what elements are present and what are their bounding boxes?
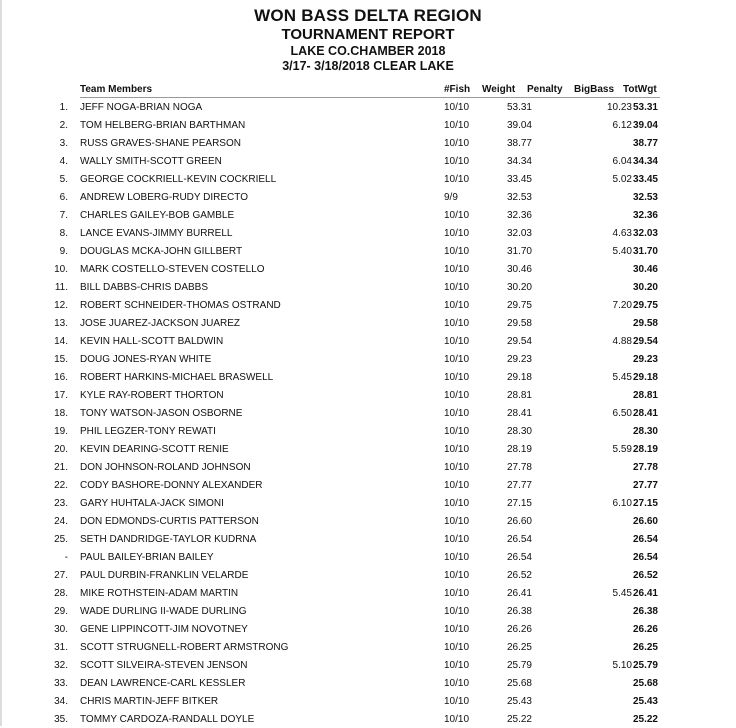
- bigbass-cell: 6.04: [612, 156, 632, 167]
- column-header-total: TotWgt: [623, 84, 657, 95]
- weight-cell: 27.77: [506, 480, 532, 491]
- total-weight-cell: 25.68: [632, 678, 658, 689]
- rank-cell: 18.: [54, 408, 68, 419]
- weight-cell: 29.58: [506, 318, 532, 329]
- weight-cell: 26.54: [506, 534, 532, 545]
- fish-count-cell: 10/10: [444, 624, 470, 635]
- team-cell: DOUGLAS MCKA-JOHN GILLBERT: [80, 246, 243, 257]
- total-weight-cell: 28.30: [632, 426, 658, 437]
- weight-cell: 25.79: [506, 660, 532, 671]
- rank-cell: 13.: [54, 318, 68, 329]
- rank-cell: 2.: [59, 120, 68, 131]
- weight-cell: 26.41: [506, 588, 532, 599]
- table-row: [0, 152, 736, 170]
- rank-cell: 4.: [59, 156, 68, 167]
- weight-cell: 26.54: [506, 552, 532, 563]
- total-weight-cell: 33.45: [632, 174, 658, 185]
- total-weight-cell: 32.36: [632, 210, 658, 221]
- team-cell: PAUL BAILEY-BRIAN BAILEY: [80, 552, 214, 563]
- table-row: [0, 98, 736, 116]
- weight-cell: 38.77: [506, 138, 532, 149]
- weight-cell: 32.53: [506, 192, 532, 203]
- rank-cell: 34.: [54, 696, 68, 707]
- report-subtitle: TOURNAMENT REPORT: [281, 26, 455, 43]
- weight-cell: 26.52: [506, 570, 532, 581]
- table-row: [0, 116, 736, 134]
- total-weight-cell: 39.04: [632, 120, 658, 131]
- weight-cell: 30.46: [506, 264, 532, 275]
- team-cell: RUSS GRAVES-SHANE PEARSON: [80, 138, 241, 149]
- table-row: [0, 188, 736, 206]
- weight-cell: 27.78: [506, 462, 532, 473]
- weight-cell: 27.15: [506, 498, 532, 509]
- total-weight-cell: 32.03: [632, 228, 658, 239]
- event-dates: 3/17- 3/18/2018 CLEAR LAKE: [282, 59, 454, 73]
- rank-cell: 3.: [59, 138, 68, 149]
- rank-cell: 27.: [54, 570, 68, 581]
- table-row: [0, 224, 736, 242]
- team-cell: DON EDMONDS-CURTIS PATTERSON: [80, 516, 259, 527]
- fish-count-cell: 10/10: [444, 156, 470, 167]
- rank-cell: 15.: [54, 354, 68, 365]
- rank-cell: 24.: [54, 516, 68, 527]
- fish-count-cell: 10/10: [444, 408, 470, 419]
- total-weight-cell: 26.38: [632, 606, 658, 617]
- total-weight-cell: 29.58: [632, 318, 658, 329]
- total-weight-cell: 29.54: [632, 336, 658, 347]
- fish-count-cell: 10/10: [444, 228, 470, 239]
- rank-cell: 9.: [59, 246, 68, 257]
- column-header-fish: #Fish: [444, 84, 471, 95]
- weight-cell: 29.23: [506, 354, 532, 365]
- bigbass-cell: 5.40: [612, 246, 632, 257]
- fish-count-cell: 10/10: [444, 246, 470, 257]
- table-row: [0, 584, 736, 602]
- weight-cell: 28.41: [506, 408, 532, 419]
- weight-cell: 28.30: [506, 426, 532, 437]
- fish-count-cell: 10/10: [444, 534, 470, 545]
- fish-count-cell: 10/10: [444, 552, 470, 563]
- total-weight-cell: 31.70: [632, 246, 658, 257]
- table-row: [0, 260, 736, 278]
- fish-count-cell: 10/10: [444, 444, 470, 455]
- rank-cell: 6.: [59, 192, 68, 203]
- fish-count-cell: 10/10: [444, 696, 470, 707]
- total-weight-cell: 26.54: [632, 552, 658, 563]
- rank-cell: 31.: [54, 642, 68, 653]
- weight-cell: 33.45: [506, 174, 532, 185]
- weight-cell: 29.54: [506, 336, 532, 347]
- rank-cell: 21.: [54, 462, 68, 473]
- team-cell: PAUL DURBIN-FRANKLIN VELARDE: [80, 570, 249, 581]
- team-cell: GENE LIPPINCOTT-JIM NOVOTNEY: [80, 624, 248, 635]
- total-weight-cell: 29.75: [632, 300, 658, 311]
- table-row: [0, 674, 736, 692]
- total-weight-cell: 27.78: [632, 462, 658, 473]
- team-cell: DEAN LAWRENCE-CARL KESSLER: [80, 678, 246, 689]
- bigbass-cell: 5.10: [612, 660, 632, 671]
- table-row: [0, 710, 736, 728]
- rank-cell: 22.: [54, 480, 68, 491]
- weight-cell: 28.19: [506, 444, 532, 455]
- table-row: [0, 440, 736, 458]
- table-row: [0, 494, 736, 512]
- total-weight-cell: 26.54: [632, 534, 658, 545]
- team-cell: SCOTT SILVEIRA-STEVEN JENSON: [80, 660, 248, 671]
- table-row: [0, 170, 736, 188]
- fish-count-cell: 10/10: [444, 354, 470, 365]
- team-cell: ROBERT HARKINS-MICHAEL BRASWELL: [80, 372, 274, 383]
- rank-cell: 32.: [54, 660, 68, 671]
- team-cell: TOMMY CARDOZA-RANDALL DOYLE: [80, 714, 255, 725]
- rank-cell: 19.: [54, 426, 68, 437]
- total-weight-cell: 38.77: [632, 138, 658, 149]
- fish-count-cell: 10/10: [444, 174, 470, 185]
- weight-cell: 26.38: [506, 606, 532, 617]
- total-weight-cell: 26.60: [632, 516, 658, 527]
- rank-cell: 16.: [54, 372, 68, 383]
- table-row: [0, 386, 736, 404]
- rank-cell: 20.: [54, 444, 68, 455]
- fish-count-cell: 10/10: [444, 642, 470, 653]
- total-weight-cell: 26.52: [632, 570, 658, 581]
- weight-cell: 26.60: [506, 516, 532, 527]
- total-weight-cell: 27.77: [632, 480, 658, 491]
- table-row: [0, 368, 736, 386]
- fish-count-cell: 9/9: [444, 192, 458, 203]
- event-name: LAKE CO.CHAMBER 2018: [290, 44, 446, 58]
- fish-count-cell: 10/10: [444, 336, 470, 347]
- table-row: [0, 638, 736, 656]
- bigbass-cell: 6.50: [612, 408, 632, 419]
- table-row: [0, 692, 736, 710]
- team-cell: CHRIS MARTIN-JEFF BITKER: [80, 696, 219, 707]
- team-cell: TONY WATSON-JASON OSBORNE: [80, 408, 243, 419]
- rank-cell: 14.: [54, 336, 68, 347]
- rank-cell: 29.: [54, 606, 68, 617]
- total-weight-cell: 30.46: [632, 264, 658, 275]
- fish-count-cell: 10/10: [444, 570, 470, 581]
- total-weight-cell: 29.23: [632, 354, 658, 365]
- team-cell: KEVIN DEARING-SCOTT RENIE: [80, 444, 229, 455]
- fish-count-cell: 10/10: [444, 318, 470, 329]
- team-cell: CHARLES GAILEY-BOB GAMBLE: [80, 210, 235, 221]
- team-cell: MIKE ROTHSTEIN-ADAM MARTIN: [80, 588, 239, 599]
- weight-cell: 29.18: [506, 372, 532, 383]
- rank-cell: 10.: [54, 264, 68, 275]
- fish-count-cell: 10/10: [444, 714, 470, 725]
- total-weight-cell: 26.26: [632, 624, 658, 635]
- team-cell: TOM HELBERG-BRIAN BARTHMAN: [80, 120, 246, 131]
- weight-cell: 29.75: [506, 300, 532, 311]
- fish-count-cell: 10/10: [444, 372, 470, 383]
- column-header-weight: Weight: [482, 84, 516, 95]
- team-cell: DOUG JONES-RYAN WHITE: [80, 354, 212, 365]
- results-table: [0, 98, 736, 728]
- column-header-penalty: Penalty: [527, 84, 563, 95]
- table-row: [0, 242, 736, 260]
- rank-cell: 33.: [54, 678, 68, 689]
- rank-cell: 12.: [54, 300, 68, 311]
- team-cell: SCOTT STRUGNELL-ROBERT ARMSTRONG: [80, 642, 289, 653]
- team-cell: PHIL LEGZER-TONY REWATI: [80, 426, 216, 437]
- total-weight-cell: 25.43: [632, 696, 658, 707]
- table-row: [0, 314, 736, 332]
- total-weight-cell: 26.25: [632, 642, 658, 653]
- rank-cell: 23.: [54, 498, 68, 509]
- team-cell: CODY BASHORE-DONNY ALEXANDER: [80, 480, 263, 491]
- fish-count-cell: 10/10: [444, 426, 470, 437]
- total-weight-cell: 25.79: [632, 660, 658, 671]
- table-row: [0, 458, 736, 476]
- report-title: WON BASS DELTA REGION: [254, 6, 482, 25]
- team-cell: GARY HUHTALA-JACK SIMONI: [80, 498, 224, 509]
- table-row: [0, 620, 736, 638]
- weight-cell: 25.22: [506, 714, 532, 725]
- bigbass-cell: 7.20: [612, 300, 632, 311]
- team-cell: BILL DABBS-CHRIS DABBS: [80, 282, 209, 293]
- team-cell: DON JOHNSON-ROLAND JOHNSON: [80, 462, 251, 473]
- table-row: [0, 530, 736, 548]
- rank-cell: 30.: [54, 624, 68, 635]
- team-cell: KYLE RAY-ROBERT THORTON: [80, 390, 224, 401]
- table-row: [0, 296, 736, 314]
- weight-cell: 28.81: [506, 390, 532, 401]
- table-row: [0, 350, 736, 368]
- team-cell: LANCE EVANS-JIMMY BURRELL: [80, 228, 233, 239]
- fish-count-cell: 10/10: [444, 282, 470, 293]
- fish-count-cell: 10/10: [444, 516, 470, 527]
- bigbass-cell: 5.59: [612, 444, 632, 455]
- fish-count-cell: 10/10: [444, 264, 470, 275]
- bigbass-cell: 4.88: [612, 336, 632, 347]
- team-cell: MARK COSTELLO-STEVEN COSTELLO: [80, 264, 265, 275]
- bigbass-cell: 6.10: [612, 498, 632, 509]
- fish-count-cell: 10/10: [444, 660, 470, 671]
- total-weight-cell: 27.15: [632, 498, 658, 509]
- table-row: [0, 206, 736, 224]
- fish-count-cell: 10/10: [444, 480, 470, 491]
- rank-cell: 1.: [59, 102, 68, 113]
- rank-cell: 8.: [59, 228, 68, 239]
- column-header-bigbass: BigBass: [574, 84, 615, 95]
- team-cell: ROBERT SCHNEIDER-THOMAS OSTRAND: [80, 300, 281, 311]
- total-weight-cell: 26.41: [632, 588, 658, 599]
- total-weight-cell: 25.22: [632, 714, 658, 725]
- weight-cell: 25.68: [506, 678, 532, 689]
- table-row: [0, 476, 736, 494]
- report-header: [0, 6, 736, 74]
- table-row: [0, 566, 736, 584]
- table-row: [0, 548, 736, 566]
- table-row: [0, 404, 736, 422]
- total-weight-cell: 28.19: [632, 444, 658, 455]
- bigbass-cell: 10.23: [606, 102, 632, 113]
- table-row: [0, 422, 736, 440]
- fish-count-cell: 10/10: [444, 210, 470, 221]
- rank-cell: 11.: [54, 282, 68, 293]
- team-cell: JEFF NOGA-BRIAN NOGA: [80, 102, 203, 113]
- weight-cell: 26.25: [506, 642, 532, 653]
- team-cell: KEVIN HALL-SCOTT BALDWIN: [80, 336, 224, 347]
- column-header-row: [0, 82, 736, 98]
- total-weight-cell: 28.41: [632, 408, 658, 419]
- bigbass-cell: 5.45: [612, 372, 632, 383]
- total-weight-cell: 30.20: [632, 282, 658, 293]
- rank-cell: 25.: [54, 534, 68, 545]
- team-cell: WALLY SMITH-SCOTT GREEN: [80, 156, 222, 167]
- rank-cell: 35.: [54, 714, 68, 725]
- rank-cell: 7.: [59, 210, 68, 221]
- weight-cell: 39.04: [506, 120, 532, 131]
- fish-count-cell: 10/10: [444, 498, 470, 509]
- table-row: [0, 602, 736, 620]
- rank-cell: 17.: [54, 390, 68, 401]
- fish-count-cell: 10/10: [444, 588, 470, 599]
- team-cell: GEORGE COCKRIELL-KEVIN COCKRIELL: [80, 174, 277, 185]
- weight-cell: 26.26: [506, 624, 532, 635]
- team-cell: WADE DURLING II-WADE DURLING: [80, 606, 247, 617]
- total-weight-cell: 29.18: [632, 372, 658, 383]
- table-row: [0, 656, 736, 674]
- fish-count-cell: 10/10: [444, 678, 470, 689]
- column-header-team: Team Members: [80, 84, 153, 95]
- weight-cell: 34.34: [506, 156, 532, 167]
- total-weight-cell: 53.31: [632, 102, 658, 113]
- team-cell: ANDREW LOBERG-RUDY DIRECTO: [80, 192, 248, 203]
- bigbass-cell: 6.12: [612, 120, 632, 131]
- fish-count-cell: 10/10: [444, 138, 470, 149]
- team-cell: JOSE JUAREZ-JACKSON JUAREZ: [80, 318, 241, 329]
- rank-cell: -: [64, 552, 68, 563]
- weight-cell: 25.43: [506, 696, 532, 707]
- bigbass-cell: 4.63: [612, 228, 632, 239]
- bigbass-cell: 5.02: [612, 174, 632, 185]
- rank-cell: 28.: [54, 588, 68, 599]
- team-cell: SETH DANDRIDGE-TAYLOR KUDRNA: [80, 534, 257, 545]
- fish-count-cell: 10/10: [444, 120, 470, 131]
- fish-count-cell: 10/10: [444, 462, 470, 473]
- fish-count-cell: 10/10: [444, 300, 470, 311]
- fish-count-cell: 10/10: [444, 606, 470, 617]
- table-row: [0, 134, 736, 152]
- weight-cell: 30.20: [506, 282, 532, 293]
- fish-count-cell: 10/10: [444, 102, 470, 113]
- fish-count-cell: 10/10: [444, 390, 470, 401]
- table-row: [0, 512, 736, 530]
- weight-cell: 53.31: [506, 102, 532, 113]
- weight-cell: 32.03: [506, 228, 532, 239]
- table-row: [0, 278, 736, 296]
- weight-cell: 32.36: [506, 210, 532, 221]
- bigbass-cell: 5.45: [612, 588, 632, 599]
- total-weight-cell: 28.81: [632, 390, 658, 401]
- table-row: [0, 332, 736, 350]
- weight-cell: 31.70: [506, 246, 532, 257]
- rank-cell: 5.: [59, 174, 68, 185]
- total-weight-cell: 34.34: [632, 156, 658, 167]
- total-weight-cell: 32.53: [632, 192, 658, 203]
